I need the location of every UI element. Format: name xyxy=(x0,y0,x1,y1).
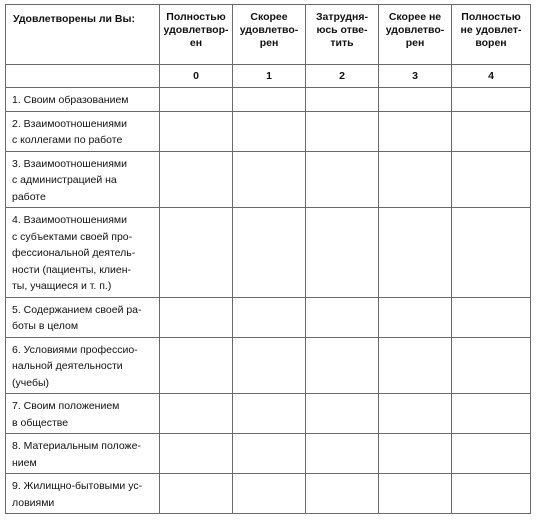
answer-cell-0[interactable] xyxy=(160,151,233,208)
answer-cell-2[interactable] xyxy=(306,297,379,337)
header-line: Полностью xyxy=(461,11,521,23)
question-line: 5. Содержанием своей ра- xyxy=(12,303,142,316)
question-row xyxy=(6,88,531,112)
question-text xyxy=(6,297,160,337)
answer-cell-3[interactable] xyxy=(379,111,452,151)
score-row xyxy=(6,65,531,88)
answer-cell-4[interactable] xyxy=(452,297,531,337)
score-3: 3 xyxy=(379,65,452,88)
answer-cell-3[interactable] xyxy=(379,151,452,208)
question-text xyxy=(6,394,160,434)
question-header: Удовлетворены ли Вы: xyxy=(6,5,160,65)
answer-cell-3[interactable] xyxy=(379,434,452,474)
question-line: с субъектами своей про- xyxy=(12,230,133,243)
score-4: 4 xyxy=(452,65,531,88)
answer-cell-4[interactable] xyxy=(452,474,531,514)
question-line: ты, учащиеся и т. п.) xyxy=(12,280,112,292)
question-line: 6. Условиями профессио- xyxy=(12,343,138,356)
answer-cell-3[interactable] xyxy=(379,474,452,514)
question-line: фессиональной деятель- xyxy=(12,247,136,259)
header-line: юсь отве- xyxy=(316,24,368,36)
option-fully-unsatisfied-header xyxy=(452,5,531,65)
answer-cell-3[interactable] xyxy=(379,394,452,434)
answer-cell-4[interactable] xyxy=(452,208,531,298)
answer-cell-2[interactable] xyxy=(306,337,379,394)
question-line: 7. Своим положением xyxy=(12,400,120,412)
question-row xyxy=(6,297,531,337)
question-row xyxy=(6,434,531,474)
answer-cell-1[interactable] xyxy=(233,474,306,514)
header-line: удовлетво- xyxy=(239,24,299,36)
question-row xyxy=(6,111,531,151)
answer-cell-0[interactable] xyxy=(160,111,233,151)
header-line: тить xyxy=(330,37,354,49)
question-line: работе xyxy=(12,190,46,203)
question-line: 8. Материальным положе- xyxy=(12,440,141,452)
answer-cell-4[interactable] xyxy=(452,434,531,474)
answer-cell-4[interactable] xyxy=(452,88,531,112)
question-line: 4. Взаимоотношениями xyxy=(12,214,128,226)
answer-cell-0[interactable] xyxy=(160,88,233,112)
answer-cell-0[interactable] xyxy=(160,297,233,337)
question-text xyxy=(6,337,160,394)
question-text xyxy=(6,208,160,298)
score-1: 1 xyxy=(233,65,306,88)
answer-cell-0[interactable] xyxy=(160,394,233,434)
question-line: в обществе xyxy=(12,416,69,429)
question-line: 9. Жилищно-бытовыми ус- xyxy=(12,480,143,492)
satisfaction-survey-table xyxy=(5,4,531,514)
question-line: с коллегами по работе xyxy=(12,134,123,146)
option-hard-to-say-header xyxy=(306,5,379,65)
answer-cell-3[interactable] xyxy=(379,297,452,337)
header-line: ен xyxy=(189,37,203,49)
question-line: боты в целом xyxy=(12,320,79,332)
header-line: Полностью xyxy=(166,11,226,23)
question-text xyxy=(6,474,160,514)
survey-table-container xyxy=(5,4,531,514)
question-line: (учебы) xyxy=(12,376,49,389)
answer-cell-4[interactable] xyxy=(452,394,531,434)
header-line: рен xyxy=(405,37,425,49)
answer-cell-1[interactable] xyxy=(233,151,306,208)
question-row xyxy=(6,394,531,434)
answer-cell-2[interactable] xyxy=(306,208,379,298)
answer-cell-0[interactable] xyxy=(160,208,233,298)
score-blank-cell xyxy=(6,65,160,88)
header-line: не удовлет- xyxy=(460,24,522,36)
answer-cell-1[interactable] xyxy=(233,208,306,298)
question-text xyxy=(6,111,160,151)
score-2: 2 xyxy=(306,65,379,88)
header-row xyxy=(6,5,531,65)
question-line: ности (пациенты, клиен- xyxy=(12,263,132,276)
question-row xyxy=(6,474,531,514)
answer-cell-3[interactable] xyxy=(379,337,452,394)
question-line: 1. Своим образованием xyxy=(12,94,129,106)
header-line: рен xyxy=(259,37,279,49)
answer-cell-1[interactable] xyxy=(233,394,306,434)
answer-cell-2[interactable] xyxy=(306,434,379,474)
answer-cell-3[interactable] xyxy=(379,88,452,112)
header-line: ворен xyxy=(475,37,507,49)
question-text xyxy=(6,434,160,474)
header-line: удовлетвор- xyxy=(163,24,229,36)
question-line: ловиями xyxy=(12,496,55,509)
option-rather-unsatisfied-header xyxy=(379,5,452,65)
header-line: удовлетво- xyxy=(385,24,445,36)
question-row xyxy=(6,151,531,208)
question-line: нальной деятельности xyxy=(12,360,123,372)
question-text xyxy=(6,151,160,208)
header-line: Скорее не xyxy=(388,11,442,23)
question-line: нием xyxy=(12,456,37,469)
answer-cell-1[interactable] xyxy=(233,434,306,474)
question-line: 2. Взаимоотношениями xyxy=(12,117,128,130)
answer-cell-2[interactable] xyxy=(306,151,379,208)
header-line: Скорее xyxy=(250,11,288,23)
option-rather-satisfied-header xyxy=(233,5,306,65)
answer-cell-2[interactable] xyxy=(306,111,379,151)
answer-cell-4[interactable] xyxy=(452,337,531,394)
answer-cell-1[interactable] xyxy=(233,297,306,337)
option-fully-satisfied-header xyxy=(160,5,233,65)
answer-cell-0[interactable] xyxy=(160,434,233,474)
question-row xyxy=(6,208,531,298)
answer-cell-1[interactable] xyxy=(233,337,306,394)
header-line: Затрудня- xyxy=(315,11,369,23)
answer-cell-1[interactable] xyxy=(233,111,306,151)
question-line: 3. Взаимоотношениями xyxy=(12,157,128,170)
answer-cell-4[interactable] xyxy=(452,111,531,151)
answer-cell-2[interactable] xyxy=(306,474,379,514)
score-0: 0 xyxy=(160,65,233,88)
question-text xyxy=(6,88,160,112)
answer-cell-0[interactable] xyxy=(160,337,233,394)
answer-cell-2[interactable] xyxy=(306,88,379,112)
answer-cell-0[interactable] xyxy=(160,474,233,514)
answer-cell-3[interactable] xyxy=(379,208,452,298)
question-row xyxy=(6,337,531,394)
question-line: с администрацией на xyxy=(12,174,117,186)
answer-cell-2[interactable] xyxy=(306,394,379,434)
answer-cell-1[interactable] xyxy=(233,88,306,112)
answer-cell-4[interactable] xyxy=(452,151,531,208)
